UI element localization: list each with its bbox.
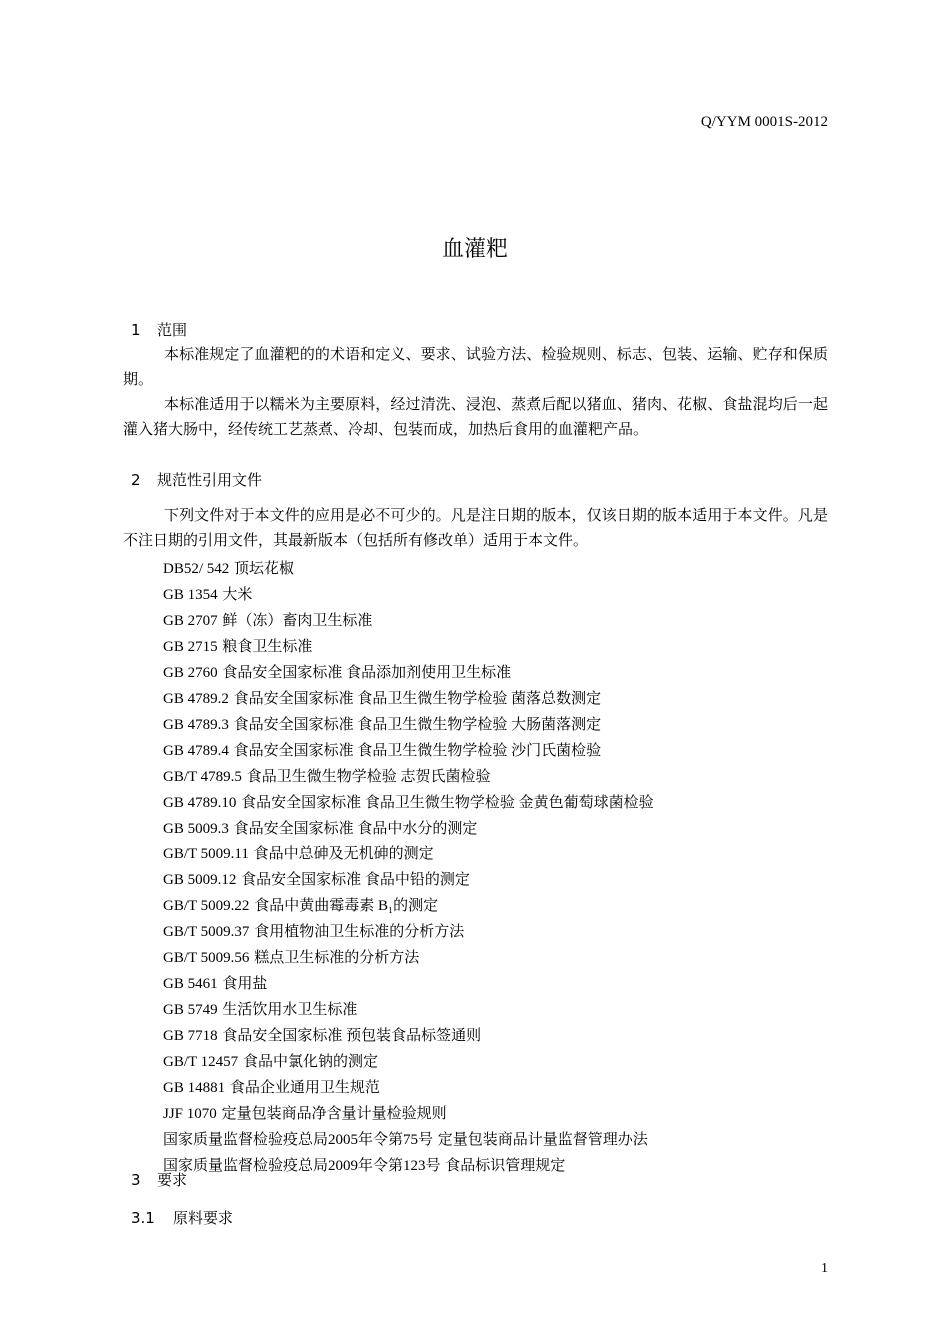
reference-name: 食品安全国家标准 食品卫生微生物学检验 菌落总数测定 bbox=[233, 690, 602, 707]
reference-item bbox=[163, 686, 654, 712]
reference-code: GB 2707 bbox=[163, 612, 218, 629]
reference-code: DB52/ 542 bbox=[163, 561, 230, 577]
reference-code: GB/T 5009.22 bbox=[163, 898, 250, 915]
reference-item bbox=[163, 893, 654, 919]
reference-code: GB 14881 bbox=[163, 1080, 226, 1097]
reference-name: 食品安全国家标准 预包装食品标签通则 bbox=[222, 1028, 482, 1045]
normative-references-list bbox=[163, 556, 654, 1179]
reference-code: GB/T 4789.5 bbox=[163, 768, 242, 785]
reference-item bbox=[163, 790, 654, 816]
section-number: 3 bbox=[131, 1171, 141, 1189]
reference-code: GB 2760 bbox=[163, 664, 218, 681]
reference-code: GB/T 12457 bbox=[163, 1054, 239, 1071]
reference-name: 顶坛花椒 bbox=[234, 561, 295, 577]
reference-code: GB 5461 bbox=[163, 976, 218, 993]
reference-code: GB/T 5009.11 bbox=[163, 846, 249, 863]
section-2-heading bbox=[131, 469, 262, 490]
reference-item bbox=[163, 738, 654, 764]
section-3-heading bbox=[131, 1169, 187, 1190]
reference-code: GB 5749 bbox=[163, 1002, 218, 1019]
scope-paragraph-1: 本标准规定了血灌粑的的术语和定义、要求、试验方法、检验规则、标志、包装、运输、贮存和保质期。 bbox=[123, 345, 828, 388]
reference-item bbox=[163, 660, 654, 686]
reference-code: JJF 1070 bbox=[163, 1106, 217, 1123]
section-number: 3.1 bbox=[131, 1209, 155, 1227]
section-title: 要求 bbox=[157, 1171, 188, 1189]
reference-code: GB 4789.4 bbox=[163, 742, 229, 759]
reference-item bbox=[163, 1075, 654, 1101]
reference-item bbox=[163, 1153, 654, 1179]
reference-item bbox=[163, 608, 654, 634]
reference-code: GB 7718 bbox=[163, 1028, 218, 1045]
reference-item bbox=[163, 1127, 654, 1153]
reference-item bbox=[163, 1023, 654, 1049]
reference-code: 国家质量监督检验疫总局2005年令第75号 bbox=[163, 1131, 434, 1148]
reference-name: 定量包装商品计量监督管理办法 bbox=[437, 1131, 648, 1148]
reference-item bbox=[163, 582, 654, 608]
reference-item bbox=[163, 816, 654, 842]
reference-name: 鲜（冻）畜肉卫生标准 bbox=[222, 612, 373, 629]
reference-code: GB 4789.2 bbox=[163, 690, 229, 707]
reference-item bbox=[163, 945, 654, 971]
reference-item bbox=[163, 971, 654, 997]
reference-name: 食品卫生微生物学检验 志贺氏菌检验 bbox=[246, 768, 491, 785]
section-title: 范围 bbox=[157, 321, 188, 339]
reference-code: GB 5009.3 bbox=[163, 820, 229, 837]
section-1-heading bbox=[131, 319, 187, 340]
reference-item bbox=[163, 841, 654, 867]
reference-code: GB 4789.10 bbox=[163, 794, 237, 811]
reference-code: GB/T 5009.56 bbox=[163, 950, 250, 967]
reference-name: 食品中氯化钠的测定 bbox=[242, 1054, 378, 1071]
reference-code: GB 4789.3 bbox=[163, 716, 229, 733]
section-title: 原料要求 bbox=[173, 1209, 234, 1227]
reference-item bbox=[163, 1049, 654, 1075]
reference-name: 食品标识管理规定 bbox=[445, 1157, 566, 1174]
reference-name: 食品企业通用卫生规范 bbox=[229, 1080, 380, 1097]
reference-name: 食用植物油卫生标准的分析方法 bbox=[254, 924, 465, 941]
section-number: 1 bbox=[131, 321, 141, 339]
reference-name: 糕点卫生标准的分析方法 bbox=[254, 950, 420, 967]
section-number: 2 bbox=[131, 471, 141, 489]
reference-name: 食品安全国家标准 食品卫生微生物学检验 沙门氏菌检验 bbox=[233, 742, 602, 759]
references-intro-paragraph: 下列文件对于本文件的应用是必不可少的。凡是注日期的版本，仅该日期的版本适用于本文件。凡是不注日期的引用文件，其最新版本（包括所有修改单）适用于本文件。 bbox=[123, 506, 828, 549]
reference-name: 食品安全国家标准 食品卫生微生物学检验 大肠菌落测定 bbox=[233, 716, 602, 733]
reference-item bbox=[163, 997, 654, 1023]
reference-name: 粮食卫生标准 bbox=[222, 638, 313, 655]
document-title: 血灌粑 bbox=[441, 237, 508, 262]
reference-name: 大米 bbox=[222, 586, 253, 603]
reference-name: 食品安全国家标准 食品中水分的测定 bbox=[233, 820, 478, 837]
document-code: Q/YYM 0001S-2012 bbox=[700, 114, 828, 130]
reference-name: 食品中黄曲霉毒素 B₁的测定 bbox=[254, 898, 439, 915]
reference-item bbox=[163, 764, 654, 790]
page-number: 1 bbox=[821, 1261, 828, 1276]
reference-name: 生活饮用水卫生标准 bbox=[222, 1002, 358, 1019]
reference-item bbox=[163, 712, 654, 738]
reference-item bbox=[163, 1101, 654, 1127]
reference-code: 国家质量监督检验疫总局2009年令第123号 bbox=[163, 1157, 441, 1174]
reference-item bbox=[163, 634, 654, 660]
reference-code: GB 1354 bbox=[163, 586, 218, 603]
reference-code: GB/T 5009.37 bbox=[163, 924, 250, 941]
reference-name: 食品安全国家标准 食品中铅的测定 bbox=[241, 872, 470, 889]
reference-code: GB 5009.12 bbox=[163, 872, 237, 889]
reference-name: 定量包装商品净含量计量检验规则 bbox=[221, 1106, 447, 1123]
section-title: 规范性引用文件 bbox=[157, 471, 263, 489]
reference-code: GB 2715 bbox=[163, 638, 218, 655]
reference-name: 食用盐 bbox=[222, 976, 268, 993]
reference-item bbox=[163, 919, 654, 945]
section-3-1-heading bbox=[131, 1207, 233, 1228]
reference-name: 食品中总砷及无机砷的测定 bbox=[253, 846, 434, 863]
reference-item bbox=[163, 867, 654, 893]
scope-paragraph-2: 本标准适用于以糯米为主要原料，经过清洗、浸泡、蒸煮后配以猪血、猪肉、花椒、食盐混均后一起灌入猪大肠中，经传统工艺蒸煮、冷却、包装而成，加热后食用的血灌粑产品。 bbox=[123, 395, 828, 438]
reference-name: 食品安全国家标准 食品添加剂使用卫生标准 bbox=[222, 664, 512, 681]
reference-name: 食品安全国家标准 食品卫生微生物学检验 金黄色葡萄球菌检验 bbox=[241, 794, 654, 811]
reference-item bbox=[163, 556, 654, 582]
